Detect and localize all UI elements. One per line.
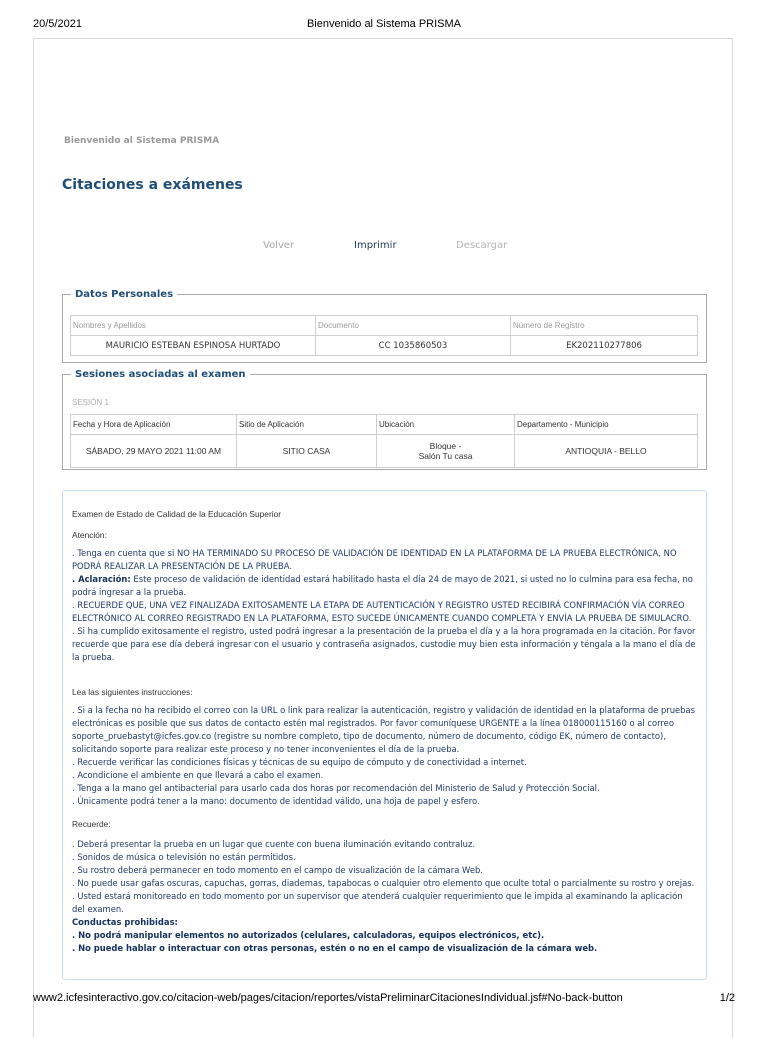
- header-departamento: Departamento - Municipio: [515, 415, 698, 435]
- value-documento: CC 1035860503: [316, 336, 511, 356]
- instrucciones-label: Lea las siguientes instrucciones:: [72, 687, 193, 697]
- header-ubicacion: Ubicación: [377, 415, 515, 435]
- value-registro: EK202110277806: [511, 336, 698, 356]
- header-documento: Documento: [316, 316, 511, 336]
- prohibida-item-1: . No podrá manipular elementos no autorizados (celulares, calculadoras, equipos electrónicos, etc).: [72, 930, 545, 940]
- recuerde-item-3: . Su rostro deberá permanecer en todo momento en el campo de visualización de la cámara Web.: [72, 865, 483, 875]
- atencion-item-2: . RECUERDE QUE, UNA VEZ FINALIZADA EXITOSAMENTE LA ETAPA DE AUTENTICACIÓN Y REGISTRO USTED RECIBIRÁ CONFIRMACIÓN VÍA CORREO ELECTRÓNICO AL CORREO REGISTRADO EN LA PLATAFORMA, ESTO SUCEDE ÚNICAMENTE CUANDO COMPLETA Y ENVÍA LA PRUEBA DE SIMULACRO.: [72, 600, 692, 623]
- recuerde-item-4: . No puede usar gafas oscuras, capuchas, gorras, diademas, tapabocas o cualquier otro elemento que oculte total o parcialmente su rostro y orejas.: [72, 878, 695, 888]
- page-title: Citaciones a exámenes: [62, 177, 243, 193]
- aclaracion-label: . Aclaración:: [72, 574, 131, 584]
- recuerde-label: Recuerde:: [72, 819, 111, 829]
- exam-name: Examen de Estado de Calidad de la Educación Superior: [72, 509, 282, 519]
- aclaracion-text: Este proceso de validación de identidad estará habilitado hasta el día 24 de mayo de 2021, si usted no lo culmina para esa fecha, no podrá ingresar a la prueba.: [72, 574, 693, 597]
- instruccion-1-part-a: . Si a la fecha no ha recibido el correo con la URL o link para realizar la autenticación, registro y validación de identidad en la plataforma de pruebas electrónicas es posible que sus datos de contacto estén mal registrados. Por favor comuníquese URGENTE a la línea 018000115160 o al correo: [72, 705, 695, 728]
- header-fecha: Fecha y Hora de Aplicación: [71, 415, 237, 435]
- value-fecha: SÁBADO, 29 MAYO 2021 11:00 AM: [71, 435, 237, 468]
- prohibidas-label: Conductas prohibidas:: [72, 917, 178, 927]
- sesiones-table: [70, 414, 698, 468]
- aclaracion-item: [72, 573, 697, 599]
- recuerde-item-1: . Deberá presentar la prueba en un lugar que cuente con buena iluminación evitando contraluz.: [72, 839, 475, 849]
- support-email-link[interactable]: soporte_pruebastyt@icfes.gov.co: [72, 731, 212, 741]
- sesiones-legend: Sesiones asociadas al examen: [75, 369, 246, 380]
- instruccion-item-4: . Tenga a la mano gel antibacterial para usarlo cada dos horas por recomendación del Ministerio de Salud y Protección Social.: [72, 783, 600, 793]
- value-departamento: ANTIOQUIA - BELLO: [515, 435, 698, 468]
- table-header-row: [71, 415, 698, 435]
- table-row: [71, 336, 698, 356]
- imprimir-button[interactable]: Imprimir: [354, 240, 397, 251]
- volver-button[interactable]: Volver: [263, 240, 295, 251]
- instrucciones-block: [72, 704, 697, 808]
- session-label: SESIÓN 1: [72, 398, 109, 407]
- atencion-item-3: . Si ha cumplido exitosamente el registro, usted podrá ingresar a la presentación de la prueba el día y a la hora programada en la citación. Por favor recuerde que para ese día deberá ingresar con el usuario y contraseña asignados, custodie muy bien esta información y téngala a la mano el día de la prueba.: [72, 626, 696, 662]
- ubicacion-line-2: Salón Tu casa: [418, 451, 473, 461]
- print-footer: [0, 992, 768, 1006]
- atencion-label: Atención:: [72, 530, 107, 540]
- page-counter: 1/2: [719, 992, 735, 1004]
- print-date: 20/5/2021: [33, 18, 82, 30]
- recuerde-item-5: . Usted estará monitoreado en todo momento por un supervisor que atenderá cualquier requerimiento que le impida al examinando la aplicación del examen.: [72, 891, 683, 914]
- print-url: www2.icfesinteractivo.gov.co/citacion-web/pages/citacion/reportes/vistaPreliminarCitacionesIndividual.jsf#No-back-button: [33, 992, 623, 1004]
- datos-personales-legend: Datos Personales: [75, 289, 174, 300]
- welcome-text: Bienvenido al Sistema PRISMA: [64, 136, 220, 146]
- ubicacion-line-1: Bloque -: [429, 441, 462, 451]
- value-ubicacion: [377, 435, 515, 468]
- datos-personales-table: [70, 315, 698, 356]
- instruccion-item-5: . Únicamente podrá tener a la mano: documento de identidad válido, una hoja de papel y esfero.: [72, 796, 480, 806]
- instruccion-item-3: . Acondicione el ambiente en que llevará a cabo el examen.: [72, 770, 324, 780]
- header-nombres: Nombres y Apellidos: [71, 316, 316, 336]
- header-sitio: Sitio de Aplicación: [237, 415, 377, 435]
- header-registro: Número de Registro: [511, 316, 698, 336]
- print-title: Bienvenido al Sistema PRISMA: [306, 18, 462, 30]
- instruccion-item-1: [72, 704, 697, 756]
- table-row: [71, 435, 698, 468]
- instruccion-1-part-b: (registre su nombre completo, tipo de documento, número de documento, código EK, número de contacto), solicitando soporte para realizar este proceso y no tener inconvenientes el día de la prueba.: [72, 731, 666, 754]
- prohibida-item-2: . No puede hablar o interactuar con otras personas, estén o no en el campo de visualización de la cámara web.: [72, 943, 598, 953]
- atencion-block: [72, 547, 697, 664]
- value-sitio: SITIO CASA: [237, 435, 377, 468]
- instruccion-item-2: . Recuerde verificar las condiciones físicas y técnicas de su equipo de cómputo y de conectividad a internet.: [72, 757, 527, 767]
- value-nombres: MAURICIO ESTEBAN ESPINOSA HURTADO: [71, 336, 316, 356]
- recuerde-block: [72, 838, 697, 955]
- recuerde-item-2: . Sonidos de música o televisión no están permitidos.: [72, 852, 296, 862]
- print-header: [0, 18, 768, 32]
- descargar-button[interactable]: Descargar: [456, 240, 508, 251]
- atencion-item-1: . Tenga en cuenta que si NO HA TERMINADO SU PROCESO DE VALIDACIÓN DE IDENTIDAD EN LA PLATAFORMA DE LA PRUEBA ELECTRÓNICA, NO PODRÁ REALIZAR LA PRESENTACIÓN DE LA PRUEBA.: [72, 548, 677, 571]
- table-header-row: [71, 316, 698, 336]
- action-bar: [0, 240, 768, 254]
